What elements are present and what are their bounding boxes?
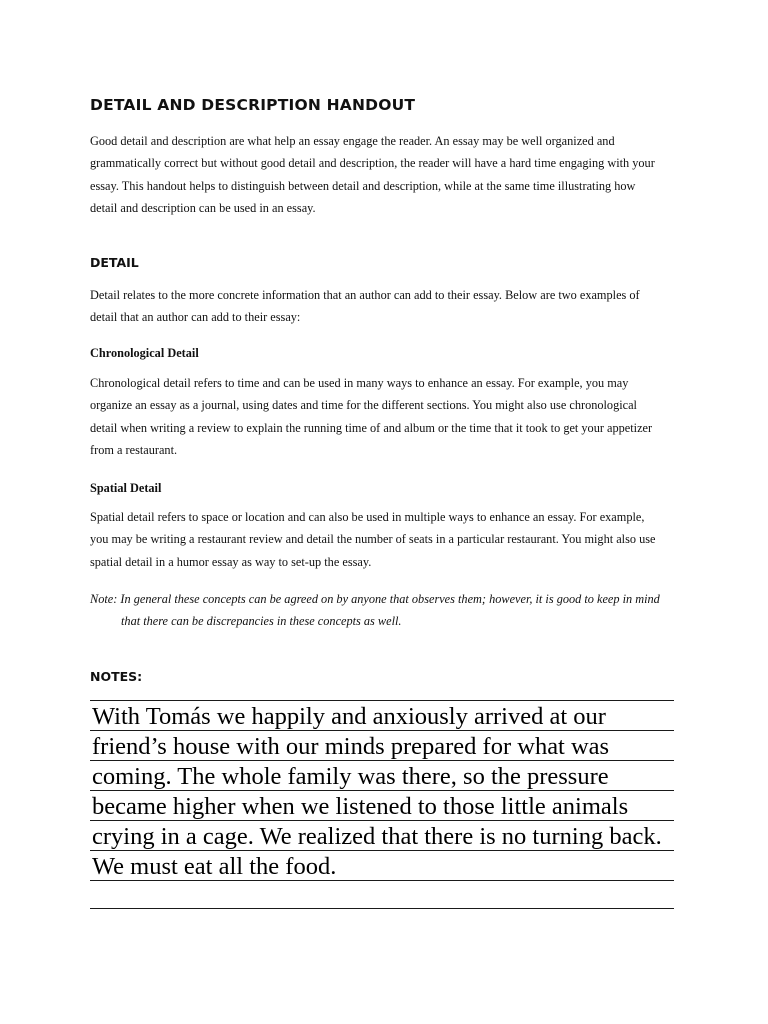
note-line: that there can be discrepancies in these concepts as well. — [121, 614, 402, 629]
chronological-line: Chronological detail refers to time and can be used in many ways to enhance an essay. For example, you may — [90, 376, 629, 390]
chronological-line: detail when writing a review to explain the running time of and album or the time that it took to get your appetizer — [90, 420, 653, 435]
notes-text-line: became higher when we listened to those little animals — [92, 793, 629, 820]
spatial-line: Spatial detail refers to space or location and can also be used in multiple ways to enhance an essay. For example, — [90, 510, 645, 524]
spatial-paragraph — [90, 506, 680, 573]
notes-heading: NOTES: — [90, 669, 143, 684]
notes-rule — [90, 700, 674, 701]
detail-paragraph — [90, 284, 680, 329]
page-title: DETAIL AND DESCRIPTION HANDOUT — [90, 96, 416, 114]
notes-area — [90, 684, 680, 914]
intro-line: essay. This handout helps to distinguish between detail and description, while at the same time illustrating how — [90, 178, 636, 193]
spatial-line: spatial detail in a humor essay as way to set-up the essay. — [90, 554, 372, 569]
detail-line: detail that an author can add to their essay: — [90, 310, 301, 325]
chronological-line: organize an essay as a journal, using dates and time for the different sections. You might also use chronological — [90, 398, 637, 413]
notes-text-line: crying in a cage. We realized that there is no turning back. — [92, 823, 662, 850]
detail-heading: DETAIL — [90, 255, 139, 270]
notes-text-line: coming. The whole family was there, so the pressure — [92, 763, 609, 790]
chronological-paragraph — [90, 372, 680, 461]
intro-line: Good detail and description are what help an essay engage the reader. An essay may be well organized and — [90, 134, 615, 148]
spatial-heading: Spatial Detail — [90, 481, 162, 495]
notes-text-line: We must eat all the food. — [92, 853, 337, 880]
spatial-line: you may be writing a restaurant review and detail the number of seats in a particular restaurant. You might also use — [90, 532, 656, 547]
note-paragraph — [90, 588, 680, 633]
intro-line: grammatically correct but without good detail and description, the reader will have a hard time engaging with your — [90, 156, 655, 171]
notes-rule — [90, 908, 674, 909]
note-line: Note: In general these concepts can be agreed on by anyone that observes them; however, it is good to keep in mind — [90, 592, 660, 606]
chronological-line: from a restaurant. — [90, 442, 178, 457]
notes-text-line: friend’s house with our minds prepared for what was — [92, 733, 610, 760]
notes-text-line: With Tomás we happily and anxiously arrived at our — [92, 703, 606, 730]
chronological-heading: Chronological Detail — [90, 346, 199, 360]
detail-line: Detail relates to the more concrete information that an author can add to their essay. Below are two examples of — [90, 288, 640, 302]
intro-paragraph — [90, 130, 680, 219]
intro-line: detail and description can be used in an essay. — [90, 200, 316, 215]
